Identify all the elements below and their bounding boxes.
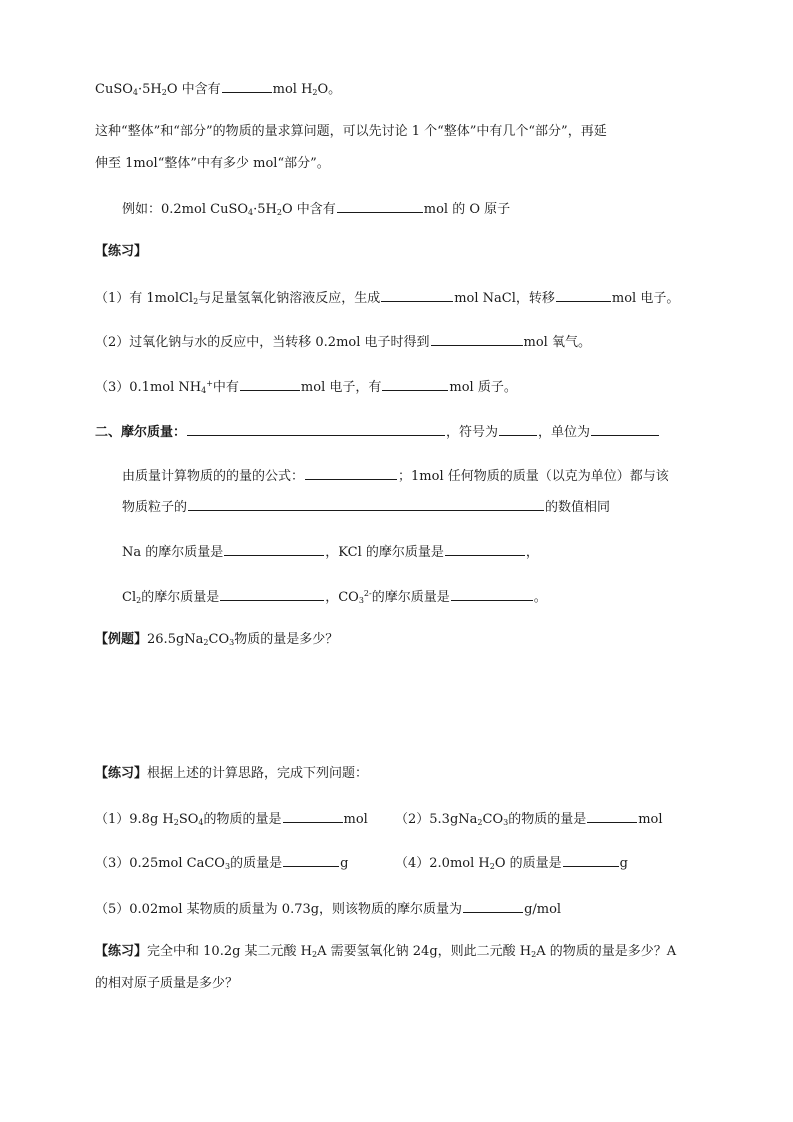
answer-blank[interactable]	[587, 809, 637, 823]
practice-q1: （1）有 1molCl$_2$与足量氢氧化钠溶液反应，生成 mol NaCl，转移 mol 电子。	[95, 288, 679, 308]
answer-blank[interactable]	[224, 542, 324, 556]
answer-blank[interactable]	[220, 587, 324, 601]
explain-line-1: 这种“整体”和“部分”的物质的量求算问题，可以先讨论 1 个“整体”中有几个“部分”，再延	[95, 124, 607, 139]
practice2-row-2: $(2)5.3gNa_2CO_3$的物质的量是 mol	[395, 809, 663, 829]
answer-blank[interactable]	[563, 853, 619, 867]
cl2-co3-line: $Cl_2$的摩尔质量是 ，$CO_3^{2-}$的摩尔质量是 。	[122, 589, 547, 605]
example2-line: 【例题】$26.5gNa_2CO_3$物质的量是多少？	[95, 632, 339, 647]
practice-heading: 【练习】	[95, 244, 148, 259]
explain-line-2: 伸至 1mol“整体”中有多少 mol“部分”。	[95, 156, 330, 171]
answer-blank[interactable]	[305, 466, 397, 480]
na-kcl-line: Na 的摩尔质量是 ，KCl 的摩尔质量是 ，	[122, 542, 539, 562]
section-molar-mass: 二、摩尔质量： ，符号为 ，单位为	[95, 422, 660, 442]
practice3-line-2: 的相对原子质量是多少？	[95, 976, 239, 991]
answer-blank[interactable]	[381, 288, 453, 302]
formula-line: 由质量计算物质的的量的公式： ；1mol 任何物质的质量（以克为单位）都与该	[122, 466, 669, 486]
answer-blank[interactable]	[382, 377, 448, 391]
practice2-row-4: （4）2.0mol $H_2O$ 的质量是 g	[395, 853, 628, 873]
answer-blank[interactable]	[591, 422, 659, 436]
answer-blank[interactable]	[240, 377, 300, 391]
answer-blank[interactable]	[283, 853, 339, 867]
practice2-intro: 【练习】根据上述的计算思路，完成下列问题：	[95, 766, 369, 781]
answer-blank[interactable]	[431, 332, 523, 346]
intro-line: $CuSO_4\cdot 5H_2O$ 中含有 mol $H_2O$。	[95, 79, 341, 99]
answer-blank[interactable]	[337, 199, 423, 213]
practice2-row-5: （5）0.02mol 某物质的质量为 0.73g，则该物质的摩尔质量为 g/mol	[95, 899, 561, 919]
answer-blank[interactable]	[222, 79, 272, 93]
answer-blank[interactable]	[499, 422, 537, 436]
example-line: 例如：0.2mol $CuSO_4\cdot 5H_2O$ 中含有 mol 的 O 原子	[122, 199, 510, 219]
answer-blank[interactable]	[187, 422, 445, 436]
answer-blank[interactable]	[556, 288, 611, 302]
practice-q3: （3）0.1mol $NH_4^+$中有 mol 电子，有 mol 质子。	[95, 379, 517, 395]
answer-blank[interactable]	[451, 587, 533, 601]
practice2-row-3: （3）0.25mol CaCO$_3$的质量是 g	[95, 853, 348, 873]
answer-blank[interactable]	[188, 497, 544, 511]
answer-blank[interactable]	[445, 542, 525, 556]
practice-q2: （2）过氧化钠与水的反应中，当转移 0.2mol 电子时得到 mol 氧气。	[95, 332, 591, 352]
answer-blank[interactable]	[463, 899, 523, 913]
practice2-row-1: （1）9.8g $H_2SO_4$的物质的量是 mol	[95, 809, 368, 829]
practice3-line-1: 【练习】完全中和 10.2g 某二元酸 $H_2A$ 需要氢氧化钠 24g，则此二元酸 $H_2A$ 的物质的量是多少？A	[95, 944, 677, 959]
answer-blank[interactable]	[283, 809, 343, 823]
particle-line: 物质粒子的 的数值相同	[122, 497, 610, 517]
